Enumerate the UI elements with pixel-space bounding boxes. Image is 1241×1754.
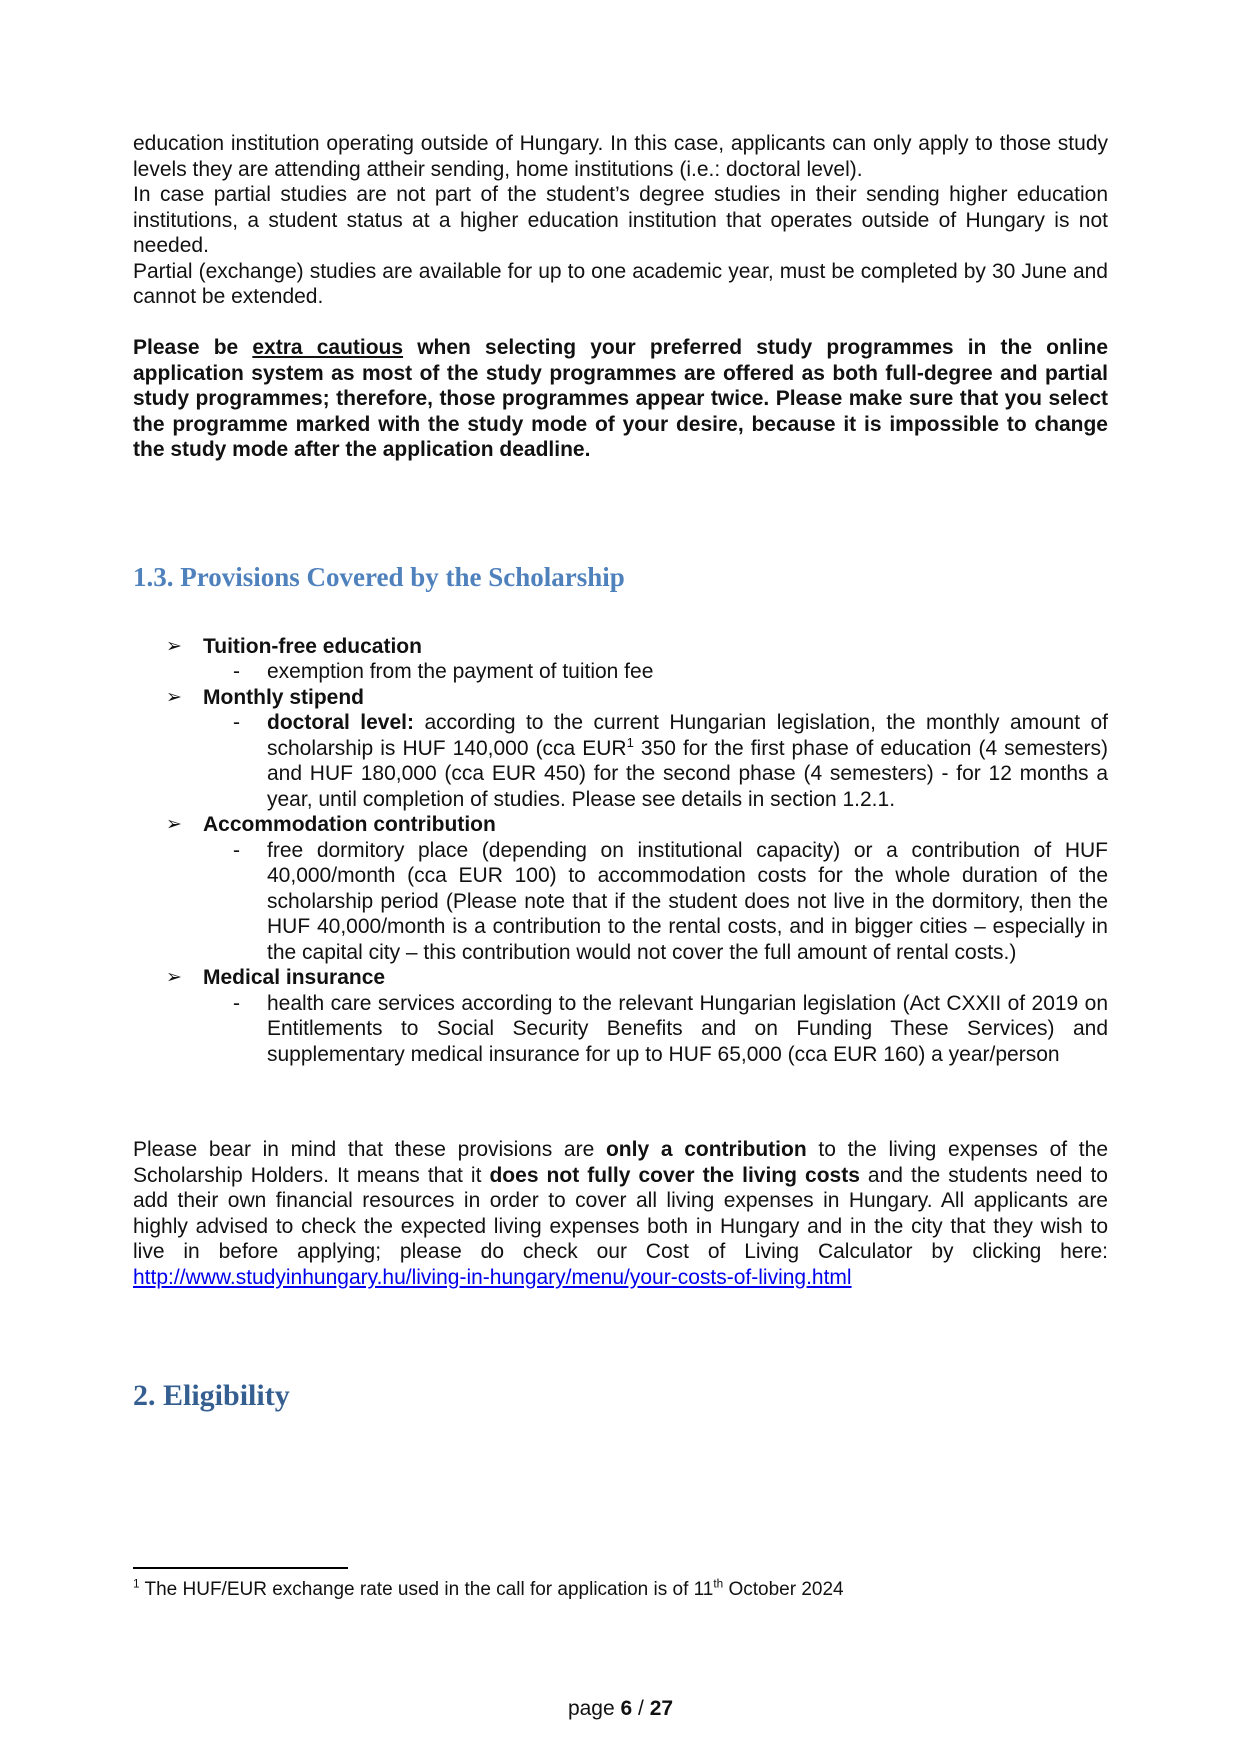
- section-heading-2: 2. Eligibility: [133, 1379, 290, 1412]
- caution-text-rest: when selecting your preferred study programmes in the online application system as most of the study programmes are offered as both full-degree and partial study programmes; therefore, those programmes appear twice. Please make sure that you select the programme marked with the study mode of your desire, because it is impossible to change the study mode after the application deadline.: [133, 336, 1108, 461]
- list-subitem-text: free dormitory place (depending on institutional capacity) or a contribution of HUF 40,000/month (cca EUR 100) to accommodation costs for the whole duration of the scholarship period (Please note that if the student does not live in the dormitory, then the HUF 40,000/month is a contribution to the rental costs, and in bigger cities – especially in the capital city – this contribution would not cover the full amount of rental costs.): [267, 838, 1108, 964]
- arrow-bullet-icon: ➢: [166, 635, 182, 657]
- page-footer: [0, 1697, 1241, 1721]
- dash-bullet-icon: -: [233, 991, 240, 1015]
- closing-bold-living-costs: does not fully cover the living costs: [489, 1163, 860, 1187]
- dash-bullet-icon: -: [233, 838, 240, 862]
- list-subitem-bold-lead: doctoral level:: [267, 711, 414, 734]
- footnote: [133, 1578, 1108, 1602]
- caution-underlined-phrase: extra cautious: [252, 336, 404, 359]
- footer-page-number: 6: [620, 1697, 633, 1720]
- paragraph-caution: [133, 335, 1108, 463]
- dash-bullet-icon: -: [233, 660, 240, 683]
- footer-separator: /: [632, 1697, 650, 1720]
- footnote-text: The HUF/EUR exchange rate used in the call for application is of 11: [139, 1579, 714, 1600]
- footer-label: page: [567, 1697, 621, 1720]
- ordinal-suffix: th: [713, 1577, 724, 1591]
- closing-text: and the students need to add their own financial resources in order to cover all living expenses in Hungary. All applicants are highly advised to check the expected living expenses both in Hungary and in the city that they wish to live in before applying; please do check our Cost of Living Calculator by clicking here:: [133, 1163, 1108, 1263]
- closing-bold-contribution: only a contribution: [605, 1138, 807, 1161]
- footer-total-pages: 27: [649, 1697, 674, 1720]
- section-heading-1-3: 1.3. Provisions Covered by the Scholarship: [133, 561, 625, 592]
- list-subitem-tuition: [133, 659, 1108, 685]
- paragraph-intro-1: education institution operating outside of Hungary. In this case, applicants can only apply to those study levels they are attending attheir sending, home institutions (i.e.: doctoral level).: [133, 132, 1108, 181]
- list-item-accommodation: [133, 812, 1108, 838]
- page-content: [133, 131, 1108, 1414]
- closing-text: Please bear in mind that these provisions are: [133, 1138, 606, 1161]
- dash-bullet-icon: -: [233, 711, 240, 734]
- list-subitem-text: 350 for the first phase of education (4 semesters) and HUF 180,000 (cca EUR 450) for the second phase (4 semesters) - for 12 months a year, until completion of studies. Please see details in section 1.2.1.: [267, 736, 1109, 811]
- footnote-number: 1: [133, 1577, 140, 1591]
- list-subitem-medical: [133, 991, 1108, 1068]
- footnote-text-end: October 2024: [723, 1579, 844, 1600]
- list-subitem-text: according to the current Hungarian legislation, the monthly amount of scholarship is HUF 140,000 (cca EUR: [267, 711, 1108, 760]
- list-item-label: Accommodation contribution: [203, 813, 496, 836]
- list-item-label: Monthly stipend: [203, 685, 364, 709]
- arrow-bullet-icon: ➢: [166, 967, 182, 988]
- paragraph-intro-3: Partial (exchange) studies are available for up to one academic year, must be completed by 30 June and cannot be extended.: [133, 259, 1108, 308]
- list-subitem-stipend: [133, 710, 1108, 812]
- paragraph-intro-2: In case partial studies are not part of the student’s degree studies in their sending higher education institutions, a student status at a higher education institution that operates outside of Hungary is not needed.: [133, 183, 1108, 257]
- footnote-reference-mark: 1: [626, 734, 634, 750]
- caution-text-start: Please be: [133, 336, 253, 359]
- cost-of-living-link[interactable]: http://www.studyinhungary.hu/living-in-hungary/menu/your-costs-of-living.html: [133, 1265, 852, 1289]
- list-item-tuition: [133, 634, 1108, 660]
- list-subitem-text: exemption from the payment of tuition fee: [267, 660, 654, 683]
- list-subitem-accommodation: [133, 838, 1108, 966]
- list-item-medical: [133, 965, 1108, 991]
- arrow-bullet-icon: ➢: [166, 686, 182, 708]
- footnote-separator-rule: [133, 1567, 348, 1569]
- list-subitem-text: health care services according to the relevant Hungarian legislation (Act CXXII of 2019 on Entitlements to Social Security Benefits and on Funding These Services) and supplementary medical insurance for up to HUF 65,000 (cca EUR 160) a year/person: [267, 991, 1108, 1066]
- list-item-label: Medical insurance: [203, 966, 386, 989]
- arrow-bullet-icon: ➢: [166, 814, 182, 835]
- paragraph-closing: [133, 1137, 1108, 1290]
- list-item-label: Tuition-free education: [203, 634, 422, 658]
- list-item-stipend: [133, 685, 1108, 711]
- blank-line: [133, 310, 1108, 336]
- provisions-list: [133, 634, 1108, 1068]
- closing-text: to the living expenses of the Scholarship Holders. It means that it: [133, 1138, 1108, 1187]
